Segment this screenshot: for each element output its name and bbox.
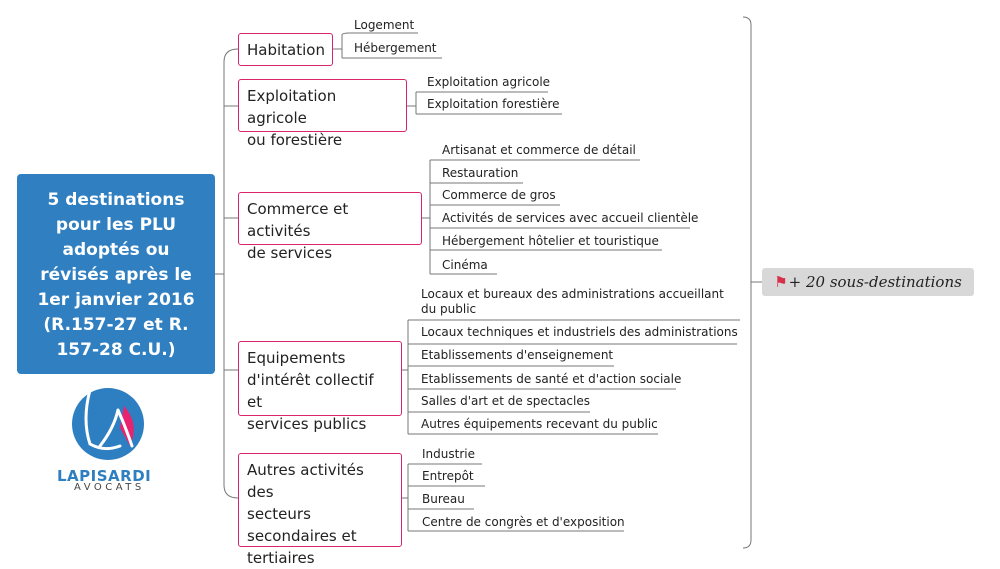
category-label: d'intérêt collectif et — [247, 371, 374, 411]
sub-locaux-bureaux[interactable]: Locaux et bureaux des administrations accueillant du public — [421, 287, 724, 316]
root-line: révisés après le — [40, 265, 192, 285]
sub-exploitation-agricole[interactable]: Exploitation agricole — [427, 75, 551, 89]
category-autres-activites[interactable] — [238, 453, 402, 567]
root-node[interactable] — [17, 174, 215, 374]
category-label: Exploitation agricole — [247, 87, 337, 127]
sub-exploitation-forestiere[interactable]: Exploitation forestière — [427, 97, 560, 111]
category-label: Commerce et activités — [247, 200, 349, 240]
root-line: 5 destinations — [47, 190, 185, 210]
root-line: 157-28 C.U.) — [56, 340, 176, 360]
sub-restauration[interactable]: Restauration — [442, 166, 519, 180]
sub-industrie[interactable]: Industrie — [422, 447, 475, 461]
sub-autres-equipements[interactable]: Autres équipements recevant du public — [421, 417, 658, 431]
sub-logement[interactable]: Logement — [354, 18, 415, 32]
sub-commerce-de-gros[interactable]: Commerce de gros — [442, 188, 556, 202]
category-label: secondaires et — [247, 527, 357, 545]
category-label: Habitation — [247, 41, 325, 59]
category-exploitation[interactable] — [238, 79, 407, 149]
summary-label: + 20 sous-destinations — [788, 273, 962, 291]
sub-hebergement-hotelier[interactable]: Hébergement hôtelier et touristique — [442, 234, 659, 248]
sub-bureau[interactable]: Bureau — [422, 492, 465, 506]
sub-centre-congres[interactable]: Centre de congrès et d'exposition — [422, 515, 625, 529]
sub-entrepot[interactable]: Entrepôt — [422, 469, 474, 483]
root-line: (R.157-27 et R. — [43, 315, 189, 335]
root-line: adoptés ou — [62, 240, 170, 260]
sub-services-accueil[interactable]: Activités de services avec accueil clientèle — [442, 211, 699, 225]
category-label: tertiaires — [247, 549, 315, 567]
category-label: Equipements — [247, 349, 346, 367]
sub-salles-art[interactable]: Salles d'art et de spectacles — [421, 394, 591, 408]
summary-node[interactable] — [762, 268, 974, 296]
red-flag-icon: ⚑ — [774, 273, 788, 291]
category-label: ou forestière — [247, 131, 343, 149]
root-line: pour les PLU — [55, 215, 177, 235]
category-label: Autres activités des — [247, 461, 364, 501]
brand-name: LAPISARDI — [57, 467, 152, 485]
sub-cinema[interactable]: Cinéma — [442, 258, 488, 272]
brand-subtitle: AVOCATS — [74, 482, 145, 493]
sub-sante[interactable]: Etablissements de santé et d'action sociale — [421, 372, 682, 386]
sub-artisanat[interactable]: Artisanat et commerce de détail — [442, 143, 636, 157]
category-label: services publics — [247, 415, 367, 433]
sub-locaux-techniques[interactable]: Locaux techniques et industriels des administrations — [421, 325, 738, 339]
category-equipements[interactable] — [238, 341, 402, 433]
category-habitation[interactable] — [238, 33, 333, 66]
category-label: de services — [247, 244, 333, 262]
sub-hebergement[interactable]: Hébergement — [354, 41, 437, 55]
root-line: 1er janvier 2016 — [37, 290, 195, 310]
sub-enseignement[interactable]: Etablissements d'enseignement — [421, 348, 614, 362]
category-label: secteurs — [247, 505, 311, 523]
category-commerce[interactable] — [238, 192, 422, 262]
